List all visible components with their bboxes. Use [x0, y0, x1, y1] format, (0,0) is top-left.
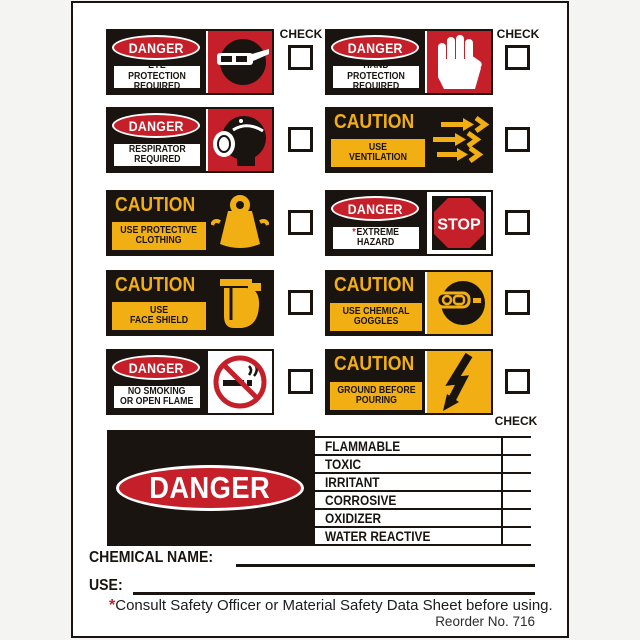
hazard-row-water-reactive: WATER REACTIVE — [315, 528, 531, 546]
label-use-ventilation — [325, 107, 493, 173]
label-message: EYE PROTECTION REQUIRED — [112, 64, 202, 90]
label-eye-protection — [106, 29, 274, 95]
protective-glove-icon — [431, 33, 487, 91]
checkbox-extreme-hazard[interactable] — [505, 210, 530, 235]
caution-text-section — [108, 192, 272, 254]
checkbox-use-ventilation[interactable] — [505, 127, 530, 152]
label-protective-clothing — [106, 190, 274, 256]
safety-glasses-icon — [209, 33, 271, 91]
hazard-check-column[interactable] — [501, 436, 531, 546]
hazard-row-oxidizer: OXIDIZER — [315, 510, 531, 528]
chemical-name-label: CHEMICAL NAME: — [89, 549, 214, 566]
use-field — [89, 577, 535, 595]
icon-panel — [425, 192, 491, 254]
danger-word-large: DANGER — [149, 470, 271, 505]
caution-word: CAUTION — [334, 111, 415, 133]
danger-word: DANGER — [128, 359, 184, 376]
icon-panel — [425, 272, 491, 334]
respirator-icon — [211, 112, 269, 168]
label-message: GROUND BEFORE POURING — [330, 382, 422, 410]
caution-word: CAUTION — [334, 353, 415, 375]
check-column-header-hazards: CHECK — [494, 414, 538, 428]
label-message: *EXTREME HAZARD — [331, 225, 421, 251]
apron-icon — [211, 194, 269, 252]
label-message: USE PROTECTIVE CLOTHING — [112, 222, 206, 250]
safety-footnote — [109, 597, 553, 615]
label-extreme-hazard — [325, 190, 493, 256]
label-message: NO SMOKING OR OPEN FLAME — [112, 384, 202, 410]
danger-word: DANGER — [347, 200, 403, 217]
icon-panel — [425, 31, 491, 93]
checkbox-protective-clothing[interactable] — [288, 210, 313, 235]
checkbox-hand-protection[interactable] — [505, 45, 530, 70]
danger-oval — [112, 355, 200, 380]
chemical-name-write-line[interactable] — [236, 552, 535, 567]
icon-panel — [206, 351, 272, 413]
danger-hazard-panel — [107, 430, 315, 546]
caution-text-section — [108, 272, 272, 334]
icon-panel — [209, 192, 271, 254]
danger-text-section — [327, 31, 425, 93]
check-column-header-right: CHECK — [496, 27, 540, 41]
no-smoking-icon — [211, 353, 269, 411]
label-message: USE VENTILATION — [331, 139, 425, 167]
danger-oval — [331, 35, 419, 60]
danger-oval — [112, 35, 200, 60]
label-hand-protection — [325, 29, 493, 95]
label-message: RESPIRATOR REQUIRED — [112, 142, 202, 168]
danger-text-section — [108, 31, 206, 93]
label-message: HAND PROTECTION REQUIRED — [331, 64, 421, 90]
hazard-row-flammable: FLAMMABLE — [315, 438, 531, 456]
use-label: USE: — [89, 577, 123, 594]
caution-text-section — [327, 272, 425, 334]
icon-panel — [209, 272, 271, 334]
icon-panel — [425, 351, 491, 413]
stop-text: STOP — [437, 216, 481, 234]
label-ground-before-pouring — [325, 349, 493, 415]
checkbox-no-smoking[interactable] — [288, 369, 313, 394]
chemical-name-field — [89, 549, 535, 567]
icon-panel — [206, 109, 272, 171]
checkbox-chemical-goggles[interactable] — [505, 290, 530, 315]
danger-text-section — [108, 351, 206, 413]
checkbox-respirator[interactable] — [288, 127, 313, 152]
danger-oval-large — [116, 465, 304, 511]
caution-word: CAUTION — [334, 274, 415, 296]
reorder-number: Reorder No. 716 — [435, 614, 535, 629]
label-face-shield — [106, 270, 274, 336]
hazard-row-corrosive: CORROSIVE — [315, 492, 531, 510]
label-no-smoking — [106, 349, 274, 415]
danger-word: DANGER — [128, 39, 184, 56]
stop-sign-icon — [432, 196, 486, 250]
icon-panel — [428, 109, 490, 171]
label-respirator — [106, 107, 274, 173]
check-column-header-left: CHECK — [279, 27, 323, 41]
goggles-face-icon — [430, 274, 488, 332]
caution-text-section — [327, 109, 491, 171]
red-asterisk: * — [109, 597, 116, 614]
caution-word: CAUTION — [115, 274, 196, 296]
hazard-row-toxic: TOXIC — [315, 456, 531, 474]
caution-text-section — [327, 351, 425, 413]
red-asterisk: * — [352, 226, 357, 238]
safety-label-sheet — [71, 1, 569, 638]
danger-word: DANGER — [347, 39, 403, 56]
label-message: USE CHEMICAL GOGGLES — [330, 303, 422, 331]
danger-oval — [331, 196, 419, 221]
checkbox-ground-before-pouring[interactable] — [505, 369, 530, 394]
danger-word: DANGER — [128, 117, 184, 134]
hazard-row-irritant: IRRITANT — [315, 474, 531, 492]
danger-text-section — [327, 192, 425, 254]
use-write-line[interactable] — [133, 580, 535, 595]
caution-word: CAUTION — [115, 194, 196, 216]
footnote-text: Consult Safety Officer or Material Safety Data Sheet before using. — [115, 597, 553, 614]
face-shield-icon — [214, 274, 266, 332]
checkbox-eye-protection[interactable] — [288, 45, 313, 70]
label-chemical-goggles — [325, 270, 493, 336]
hazard-table — [315, 430, 531, 546]
lightning-bolt-icon — [437, 352, 481, 412]
danger-oval — [112, 113, 200, 138]
label-message: USE FACE SHIELD — [112, 302, 206, 330]
icon-panel — [206, 31, 272, 93]
danger-text-section — [108, 109, 206, 171]
ventilation-arrows-icon — [429, 115, 489, 165]
checkbox-face-shield[interactable] — [288, 290, 313, 315]
